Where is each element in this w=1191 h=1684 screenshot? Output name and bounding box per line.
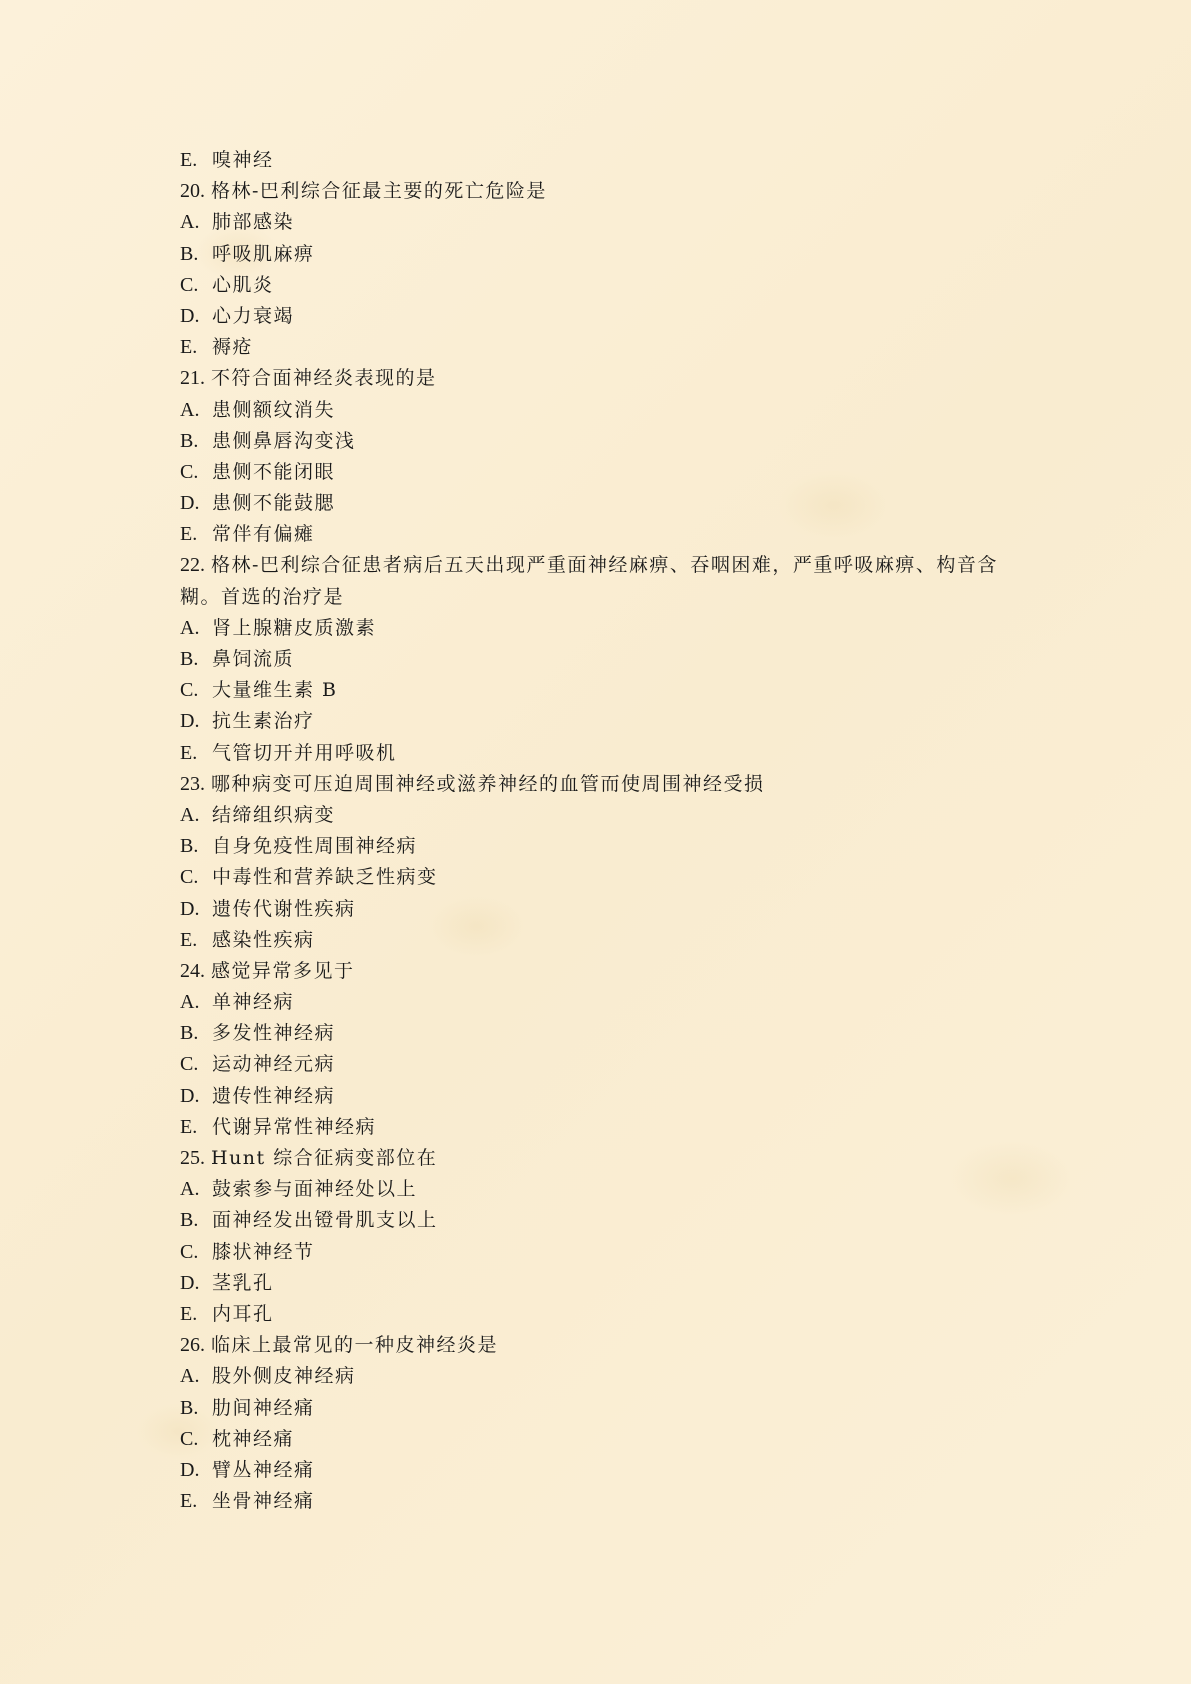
question-text: Hunt 综合征病变部位在 [211, 1147, 438, 1170]
question-text: 哪种病变可压迫周围神经或滋养神经的血管而使周围神经受损 [211, 772, 765, 795]
option-label: B. [180, 1022, 199, 1045]
question-line [180, 176, 1020, 207]
option-label: A. [180, 991, 200, 1014]
option-line [180, 488, 1020, 519]
option-line [180, 1081, 1020, 1112]
option-text: 患侧鼻唇沟变浅 [212, 429, 356, 452]
option-text: 肺部感染 [212, 211, 295, 234]
option-label: E. [180, 1115, 198, 1138]
option-line [180, 862, 1020, 893]
option-line [180, 332, 1020, 363]
option-line [180, 270, 1020, 301]
option-text: 结缔组织病变 [212, 803, 336, 826]
option-text: 鼓索参与面神经处以上 [212, 1178, 418, 1201]
option-line [180, 831, 1020, 862]
option-line [180, 706, 1020, 737]
option-text: 多发性神经病 [212, 1022, 336, 1045]
option-text: 大量维生素 B [212, 679, 338, 702]
option-line [180, 1361, 1020, 1392]
option-text: 鼻饲流质 [212, 648, 295, 671]
option-line [180, 519, 1020, 550]
question-text: 格林-巴利综合征患者病后五天出现严重面神经麻痹、吞咽困难，严重呼吸麻痹、构音含糊。首选的治疗是 [180, 554, 998, 608]
question-text: 不符合面神经炎表现的是 [211, 367, 437, 390]
question-number: 23. [180, 772, 205, 795]
question-text: 感觉异常多见于 [211, 959, 355, 982]
option-label: B. [180, 648, 199, 671]
option-label: D. [180, 710, 200, 733]
option-label: C. [180, 1240, 199, 1263]
option-text: 褥疮 [212, 336, 254, 359]
option-text: 单神经病 [212, 991, 295, 1014]
option-label: B. [180, 835, 199, 858]
option-text: 嗅神经 [212, 149, 274, 171]
option-line [180, 1268, 1020, 1299]
option-line [180, 613, 1020, 644]
option-line [180, 457, 1020, 488]
option-text: 肾上腺糖皮质激素 [212, 616, 377, 639]
question-line [180, 550, 1020, 612]
option-line [180, 1237, 1020, 1268]
option-line [180, 1299, 1020, 1330]
option-label: A. [180, 211, 200, 234]
option-label: A. [180, 616, 200, 639]
option-label: C. [180, 460, 199, 483]
option-line [180, 644, 1020, 675]
option-label: E. [180, 1302, 198, 1325]
question-number: 20. [180, 180, 205, 203]
question-line [180, 1143, 1020, 1174]
option-text: 自身免疫性周围神经病 [212, 835, 418, 858]
option-line [180, 894, 1020, 925]
option-label: E. [180, 523, 198, 546]
option-text: 呼吸肌麻痹 [212, 242, 315, 265]
option-label: C. [180, 273, 199, 296]
question-line [180, 956, 1020, 987]
option-label: A. [180, 803, 200, 826]
option-text: 枕神经痛 [212, 1427, 295, 1450]
option-line [180, 738, 1020, 769]
question-number: 25. [180, 1147, 205, 1170]
option-text: 心力衰竭 [212, 304, 295, 327]
option-line [180, 1486, 1020, 1517]
option-text: 内耳孔 [212, 1302, 274, 1325]
option-label: D. [180, 897, 200, 920]
question-text: 格林-巴利综合征最主要的死亡危险是 [211, 180, 547, 203]
option-label: C. [180, 1427, 199, 1450]
option-line [180, 1174, 1020, 1205]
option-text: 气管切开并用呼吸机 [212, 741, 397, 764]
question-number: 22. [180, 554, 205, 577]
option-text: 代谢异常性神经病 [212, 1115, 377, 1138]
option-text: 感染性疾病 [212, 928, 315, 951]
question-number: 24. [180, 959, 205, 982]
option-label: B. [180, 1209, 199, 1232]
option-label: C. [180, 1053, 199, 1076]
option-line [180, 987, 1020, 1018]
option-line [180, 301, 1020, 332]
option-line [180, 239, 1020, 270]
option-line [180, 1205, 1020, 1236]
option-line [180, 1424, 1020, 1455]
option-line [180, 145, 1020, 176]
option-line [180, 207, 1020, 238]
option-label: E. [180, 336, 198, 359]
option-line [180, 1112, 1020, 1143]
option-line [180, 1049, 1020, 1080]
option-text: 茎乳孔 [212, 1271, 274, 1294]
question-text: 临床上最常见的一种皮神经炎是 [211, 1334, 499, 1357]
document-body [180, 145, 1020, 1517]
option-text: 面神经发出镫骨肌支以上 [212, 1209, 438, 1232]
option-label: D. [180, 1084, 200, 1107]
option-label: B. [180, 242, 199, 265]
option-label: E. [180, 149, 198, 171]
option-text: 患侧不能鼓腮 [212, 492, 336, 515]
option-text: 遗传性神经病 [212, 1084, 336, 1107]
question-line [180, 363, 1020, 394]
option-label: C. [180, 866, 199, 889]
option-text: 患侧不能闭眼 [212, 460, 336, 483]
option-label: A. [180, 1178, 200, 1201]
question-line [180, 1330, 1020, 1361]
option-text: 肋间神经痛 [212, 1396, 315, 1419]
option-label: D. [180, 1271, 200, 1294]
question-line [180, 769, 1020, 800]
option-line [180, 395, 1020, 426]
option-text: 抗生素治疗 [212, 710, 315, 733]
option-label: E. [180, 1490, 198, 1513]
option-text: 股外侧皮神经病 [212, 1365, 356, 1388]
option-label: B. [180, 429, 199, 452]
option-text: 中毒性和营养缺乏性病变 [212, 866, 438, 889]
option-text: 患侧额纹消失 [212, 398, 336, 421]
option-text: 运动神经元病 [212, 1053, 336, 1076]
option-label: E. [180, 741, 198, 764]
option-text: 膝状神经节 [212, 1240, 315, 1263]
question-number: 26. [180, 1334, 205, 1357]
option-label: E. [180, 928, 198, 951]
option-line [180, 800, 1020, 831]
option-line [180, 426, 1020, 457]
option-line [180, 675, 1020, 706]
option-label: C. [180, 679, 199, 702]
question-number: 21. [180, 367, 205, 390]
option-label: D. [180, 1458, 200, 1481]
option-text: 遗传代谢性疾病 [212, 897, 356, 920]
option-line [180, 1393, 1020, 1424]
option-label: D. [180, 492, 200, 515]
option-text: 坐骨神经痛 [212, 1490, 315, 1513]
option-text: 心肌炎 [212, 273, 274, 296]
option-text: 臂丛神经痛 [212, 1458, 315, 1481]
option-line [180, 1018, 1020, 1049]
option-text: 常伴有偏瘫 [212, 523, 315, 546]
option-line [180, 1455, 1020, 1486]
option-label: A. [180, 1365, 200, 1388]
option-line [180, 925, 1020, 956]
option-label: D. [180, 304, 200, 327]
option-label: B. [180, 1396, 199, 1419]
option-label: A. [180, 398, 200, 421]
